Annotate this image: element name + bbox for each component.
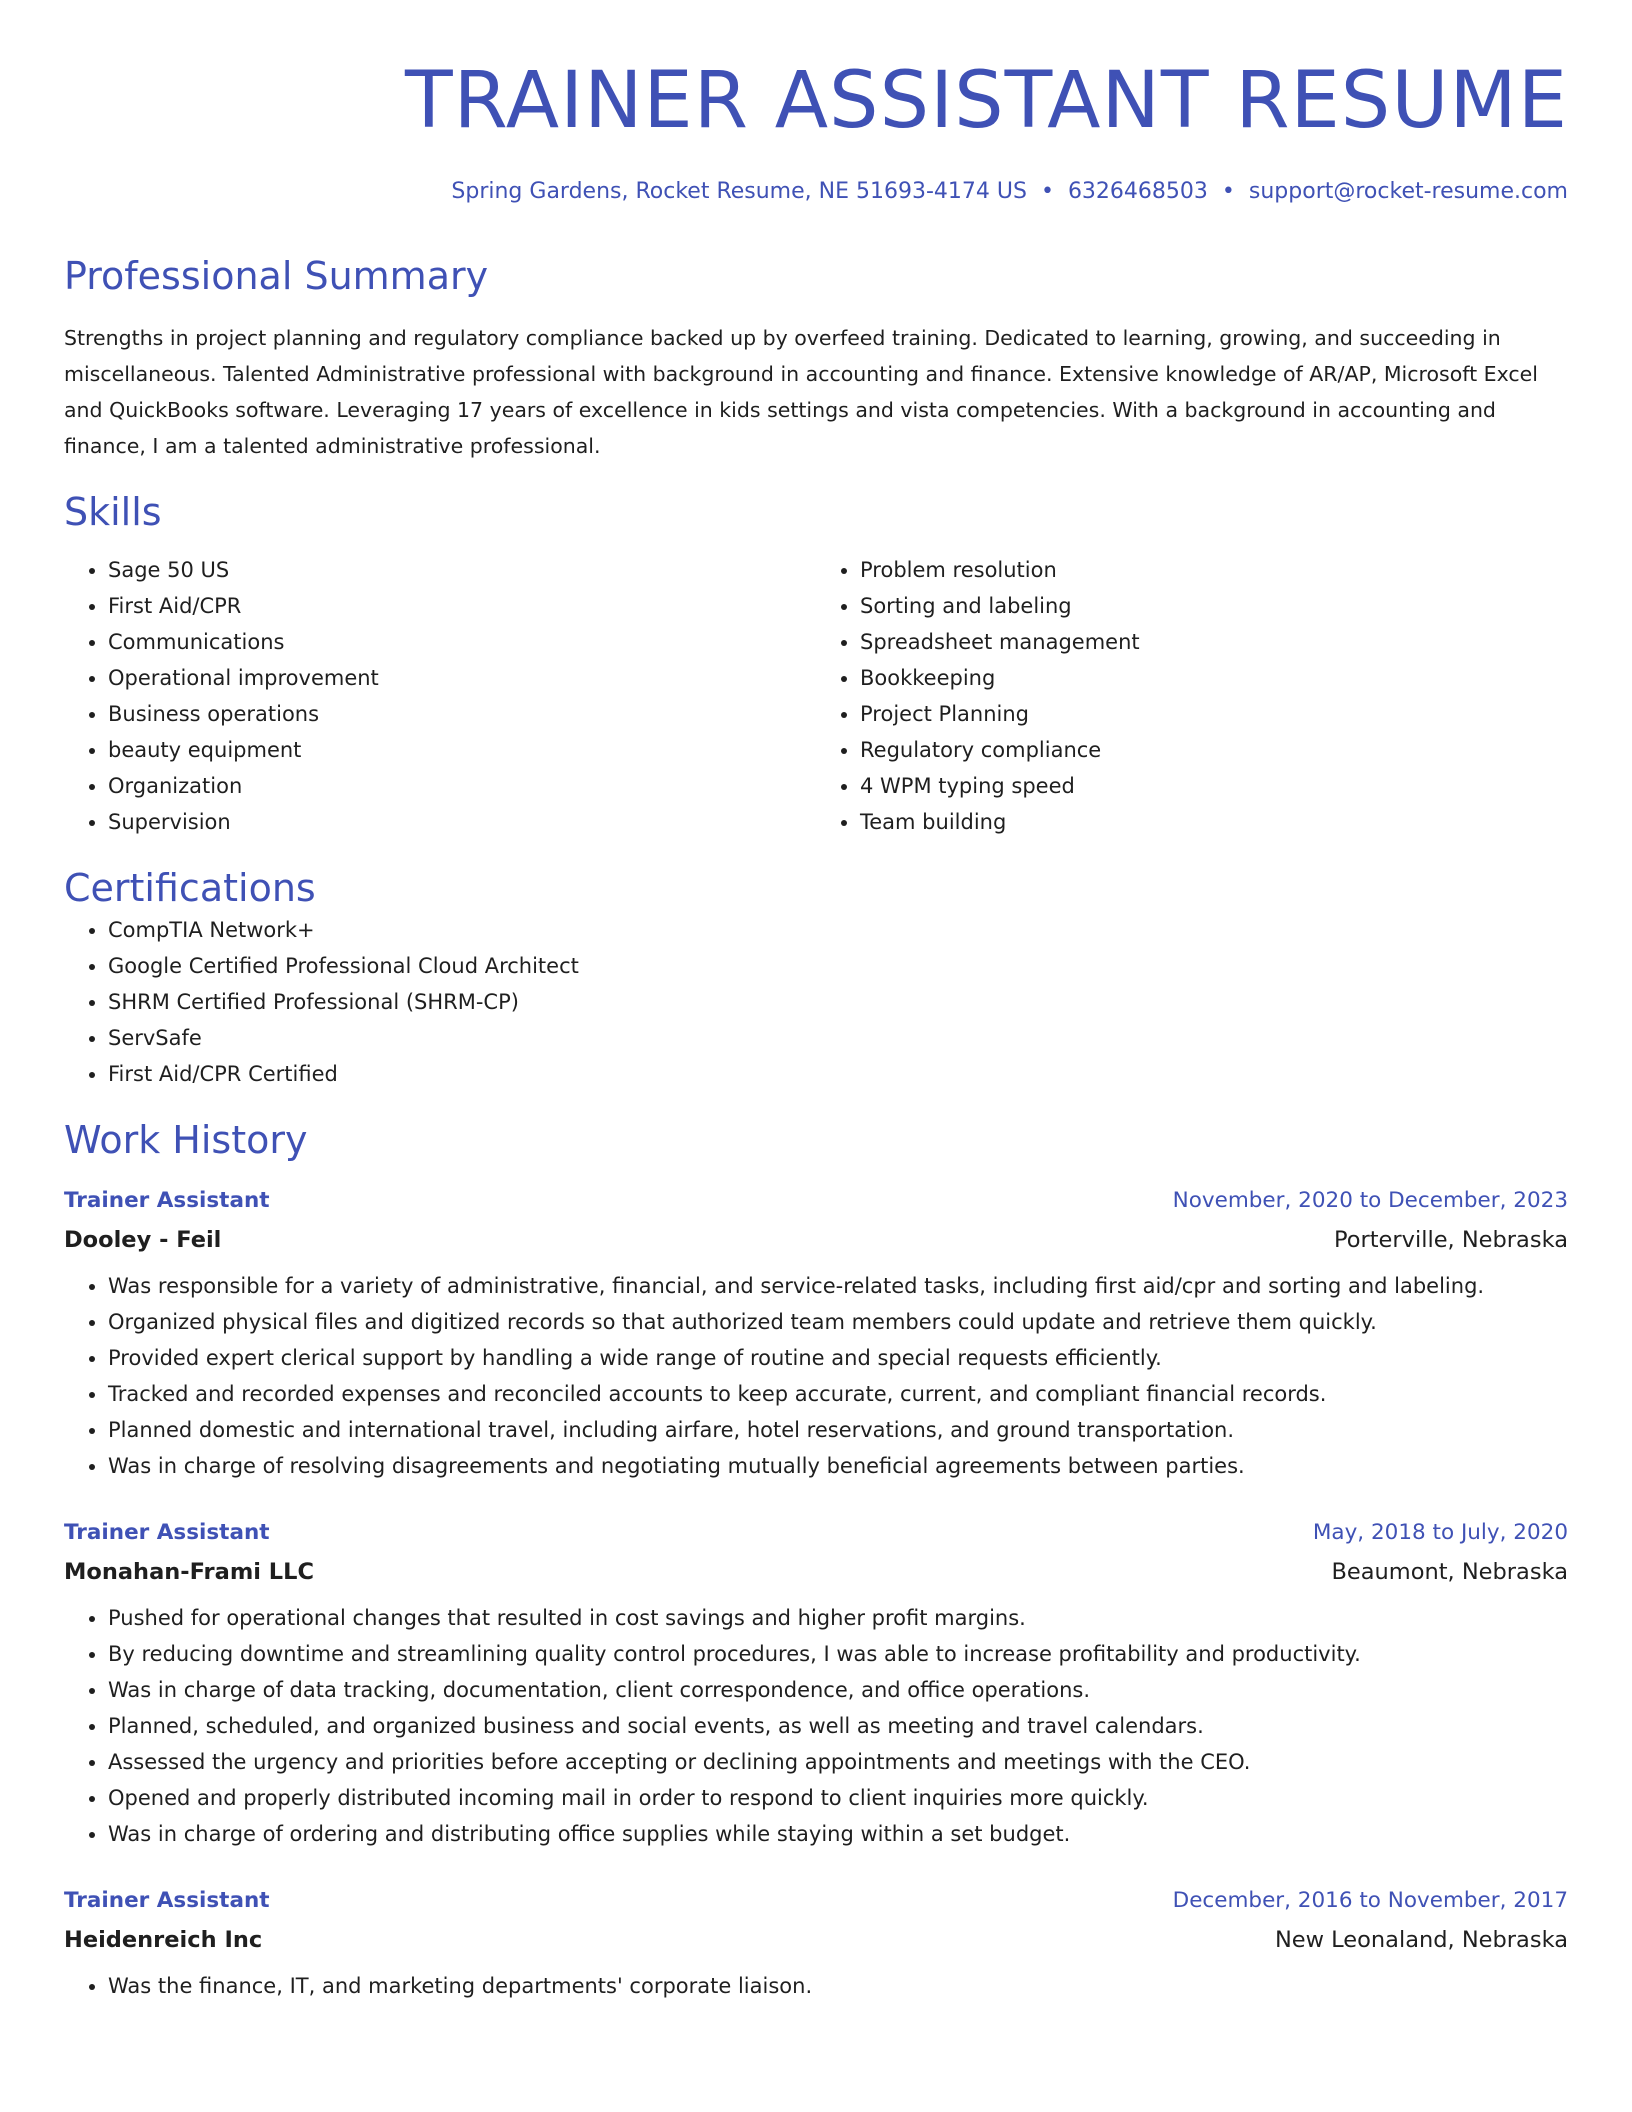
job-location: Beaumont, Nebraska — [1331, 1559, 1568, 1585]
skill-item: • Regulatory compliance — [860, 732, 1568, 768]
job-company: Dooley - Feil — [64, 1227, 222, 1253]
job-company: Monahan-Frami LLC — [64, 1559, 314, 1585]
job-bullet: • Planned, scheduled, and organized business and social events, as well as meeting and travel calendars. — [108, 1708, 1568, 1744]
job-header-row — [64, 1882, 1568, 1920]
job-bullet: • Pushed for operational changes that resulted in cost savings and higher profit margins. — [108, 1600, 1568, 1636]
job-bullet: • Was the finance, IT, and marketing departments' corporate liaison. — [108, 1968, 1568, 2004]
skill-item: • Spreadsheet management — [860, 624, 1568, 660]
job-bullet: • By reducing downtime and streamlining quality control procedures, I was able to increase profitability and productivity. — [108, 1636, 1568, 1672]
contact-address: Spring Gardens, Rocket Resume, NE 51693-4174 US — [451, 179, 1027, 204]
skills-columns — [64, 552, 1568, 840]
job-bullet: • Was in charge of ordering and distributing office supplies while staying within a set budget. — [108, 1816, 1568, 1852]
job-company-row — [64, 1552, 1568, 1592]
job-entry — [64, 1882, 1568, 2004]
skill-item: • Problem resolution — [860, 552, 1568, 588]
job-bullet: • Provided expert clerical support by handling a wide range of routine and special requests efficiently. — [108, 1340, 1568, 1376]
certification-item: • First Aid/CPR Certified — [108, 1056, 1568, 1092]
skill-item: • beauty equipment — [108, 732, 816, 768]
skill-item: • Supervision — [108, 804, 816, 840]
summary-text: Strengths in project planning and regulatory compliance backed up by overfeed training. Dedicated to learning, growing, and succeeding in miscellaneous. Talented Administrative professional with background in accounting and finance. Extensive knowledge of AR/AP, Microsoft Excel and QuickBooks software. Leveraging 17 years of excellence in kids settings and vista competencies. With a background in accounting and finance, I am a talented administrative professional. — [64, 326, 1538, 458]
contact-line — [64, 176, 1568, 208]
job-dates: November, 2020 to December, 2023 — [1172, 1188, 1568, 1213]
resume-title: TRAINER ASSISTANT RESUME — [405, 56, 1568, 146]
job-bullet: • Tracked and recorded expenses and reconciled accounts to keep accurate, current, and compliant financial records. — [108, 1376, 1568, 1412]
job-bullet: • Assessed the urgency and priorities before accepting or declining appointments and meetings with the CEO. — [108, 1744, 1568, 1780]
skills-list-left — [64, 552, 816, 840]
certification-item: • SHRM Certified Professional (SHRM-CP) — [108, 984, 1568, 1020]
job-dates: May, 2018 to July, 2020 — [1312, 1520, 1568, 1545]
job-company-row — [64, 1920, 1568, 1960]
job-entry — [64, 1514, 1568, 1852]
skill-item: • Team building — [860, 804, 1568, 840]
certification-item: • CompTIA Network+ — [108, 912, 1568, 948]
resume-page — [64, 0, 1568, 2004]
certifications-heading: Certifications — [64, 866, 316, 910]
skill-item: • Business operations — [108, 696, 816, 732]
skills-list-right — [816, 552, 1568, 840]
contact-separator: • — [1040, 179, 1054, 204]
job-bullet: • Opened and properly distributed incoming mail in order to respond to client inquiries more quickly. — [108, 1780, 1568, 1816]
job-role: Trainer Assistant — [64, 1188, 270, 1213]
skill-item: • 4 WPM typing speed — [860, 768, 1568, 804]
job-company-row — [64, 1220, 1568, 1260]
skill-item: • Sorting and labeling — [860, 588, 1568, 624]
job-company: Heidenreich Inc — [64, 1927, 263, 1953]
skill-item: • Sage 50 US — [108, 552, 816, 588]
job-header-row — [64, 1182, 1568, 1220]
resume-header — [64, 0, 1568, 208]
skill-item: • Communications — [108, 624, 816, 660]
skill-item: • Organization — [108, 768, 816, 804]
certifications-list — [64, 912, 1568, 1092]
job-location: Porterville, Nebraska — [1333, 1227, 1568, 1253]
work-history-heading: Work History — [64, 1118, 308, 1162]
skill-item: • Operational improvement — [108, 660, 816, 696]
skill-item: • Bookkeeping — [860, 660, 1568, 696]
contact-separator: • — [1221, 179, 1235, 204]
job-bullet: • Was in charge of resolving disagreements and negotiating mutually beneficial agreements between parties. — [108, 1448, 1568, 1484]
job-bullet: • Organized physical files and digitized records so that authorized team members could update and retrieve them quickly. — [108, 1304, 1568, 1340]
job-role: Trainer Assistant — [64, 1520, 270, 1545]
certification-item: • Google Certified Professional Cloud Architect — [108, 948, 1568, 984]
skill-item: • Project Planning — [860, 696, 1568, 732]
job-location: New Leonaland, Nebraska — [1274, 1927, 1568, 1953]
job-header-row — [64, 1514, 1568, 1552]
job-bullet: • Was responsible for a variety of administrative, financial, and service-related tasks, including first aid/cpr and sorting and labeling. — [108, 1268, 1568, 1304]
job-bullets — [64, 1600, 1568, 1852]
job-bullets — [64, 1268, 1568, 1484]
contact-phone: 6326468503 — [1067, 179, 1208, 204]
summary-heading: Professional Summary — [64, 254, 489, 298]
contact-email[interactable]: support@rocket-resume.com — [1248, 179, 1568, 204]
job-bullets — [64, 1968, 1568, 2004]
certification-item: • ServSafe — [108, 1020, 1568, 1056]
job-dates: December, 2016 to November, 2017 — [1172, 1888, 1568, 1913]
job-entry — [64, 1182, 1568, 1484]
skills-heading: Skills — [64, 490, 162, 534]
job-bullet: • Was in charge of data tracking, documentation, client correspondence, and office operations. — [108, 1672, 1568, 1708]
skill-item: • First Aid/CPR — [108, 588, 816, 624]
job-bullet: • Planned domestic and international travel, including airfare, hotel reservations, and ground transportation. — [108, 1412, 1568, 1448]
job-role: Trainer Assistant — [64, 1888, 270, 1913]
